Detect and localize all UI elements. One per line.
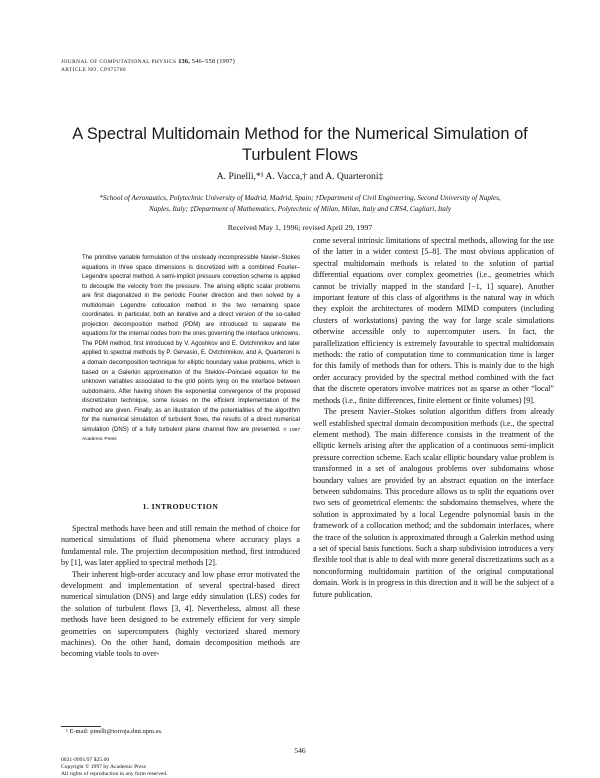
section-heading: 1. INTRODUCTION [142, 502, 219, 511]
paper-title: A Spectral Multidomain Method for the Numerical Simulation of Turbulent Flows [72, 125, 528, 164]
paragraph: The present Navier–Stokes solution algorithm differs from already well established spectral domain decomposition methods (i.e., the spectral element method). The main difference consists in the treatment of the elliptic kernels arising after the application of a continuous semi-implicit pressure correction scheme. Each scalar elliptic boundary value problem is transformed in a set of analogous problems over subdomains whose boundary values are provided by an abstract equation on the interface between subdomains. This procedure allows us to split the equations over two sets of geometrical elements: the subdomains themselves, where the solution is approximated by a local Legendre polynomial basis in the framework of a collocation method; and the subdomain interfaces, where the trace of the solution is approximated through a Galerkin method using a set of special basis functions. Such a sharp subdivision introduces a very flexible tool that is able to deal with more general discretizations such as a nonconforming multidomain partition of the original computational domain. Work is in progress in this direction and it will be the subject of a future publication. [313, 407, 554, 599]
paragraph: Their inherent high-order accuracy and low phase error motivated the development and implementation of several spectral-based direct numerical simulation (DNS) and large eddy simulation (LES) codes for the solution of turbulent flows [3, 4]. Nevertheless, almost all these methods have been designed to be extremely efficient for very simple geometries on supercomputers (highly vectorized shared memory machines). On the other hand, domain decomposition methods are becoming viable tools to over- [61, 569, 300, 659]
paragraph: Spectral methods have been and still remain the method of choice for numerical simulations of fluid phenomena where accuracy plays a fundamental role. The projection decomposition method, first introduced by [1], was later applied to spectral methods [2]. [61, 524, 300, 568]
left-column [61, 523, 300, 660]
journal-citation [61, 58, 235, 66]
issn: 0021-9991/97 $25.00 [61, 757, 110, 763]
abstract [82, 254, 300, 445]
received-date: Received May 1, 1996; revised April 29, 1997 [227, 223, 373, 232]
abstract-copyright: © 1997 Academic Press [82, 427, 300, 443]
article-number: ARTICLE NO. CP975780 [61, 67, 127, 74]
journal-name: JOURNAL OF COMPUTATIONAL PHYSICS [61, 59, 177, 65]
journal-header [61, 58, 235, 75]
page-number: 546 [294, 746, 306, 755]
journal-pages-year: 546–558 (1997) [191, 58, 235, 65]
rights-notice: All rights of reproduction in any form reserved. [61, 771, 168, 777]
abstract-text: The primitive variable formulation of the unsteady incompressible Navier–Stokes equations in three space dimensions is discretized with a combined Fourier–Legendre spectral method. A semi-implicit pressure correction scheme is applied to decouple the velocity from the pressure. The arising elliptic scalar problems are first diagonalized in the periodic Fourier direction and then solved by a multidomain Legendre collocation method in the two remaining space coordinates. In particular, both an iterative and a direct version of the so-called projection decomposition method (PDM) are introduced to separate the equations for the internal nodes from the ones governing the interface unknowns. The PDM method, first introduced by V. Agoshkov and E. Ovtchinnikov and later applied to spectral methods by P. Gervasio, E. Ovtchinnikov, and A. Quarteroni is a domain decomposition technique for elliptic boundary value problems, which is based on a Galerkin approximation of the Steklov–Poincaré equation for the unknown variables associated to the grid points lying on the interface between subdomains. After having shown the exponential convergence of the proposed discretization technique, some issues on the efficient implementation of the method are given. Finally, as an illustration of the potentialities of the algorithm for the numerical simulation of turbulent flows, the results of a direct numerical simulation (DNS) of a fully turbulent plane channel flow are presented. [82, 255, 300, 433]
publication-meta [61, 757, 168, 778]
paragraph: come several intrinsic limitations of spectral methods, allowing for the use of the latter in a wider context [5–8]. The most obvious application of spectral multidomain methods is related to the solution of partial differential equations over complex geometries (i.e., geometries which cannot be trivially mapped in the standard [−1, 1] square). Another important feature of this class of algorithms is the natural way in which they exploit the architectures of modern MIMD computers (including clusters of workstations) paving the way for large scale simulations otherwise accessible only to supercomputer users. In fact, the parallelization efficiency is extremely favourable to spectral multidomain methods: the ratio of computation time to communication time is larger for this family of methods than for others. This is mainly due to the high order accuracy provided by the spectral method combined with the fact that the discrete operators involve matrices not as sparse as other “local” methods (i.e., finite differences, finite element or finite volumes) [9]. [313, 236, 554, 405]
publisher-copyright: Copyright © 1997 by Academic Press [61, 764, 146, 770]
journal-volume: 136, [178, 58, 190, 65]
authors: A. Pinelli,*¹ A. Vacca,† and A. Quarteroni‡ [216, 171, 384, 182]
footnote: ¹ E-mail: pinelli@torroja.dmt.upm.es. [66, 728, 163, 735]
right-column [313, 235, 554, 600]
footnote-divider [61, 726, 101, 727]
affiliations: *School of Aeronautics, Polytechnic University of Madrid, Madrid, Spain; †Department of Civil Engineering, Second University of Naples, Naples, Italy; ‡Department of Mathematics, Polytechnic of Milan, Milan, Italy and CRS4, Cagliari, Italy [99, 194, 501, 213]
